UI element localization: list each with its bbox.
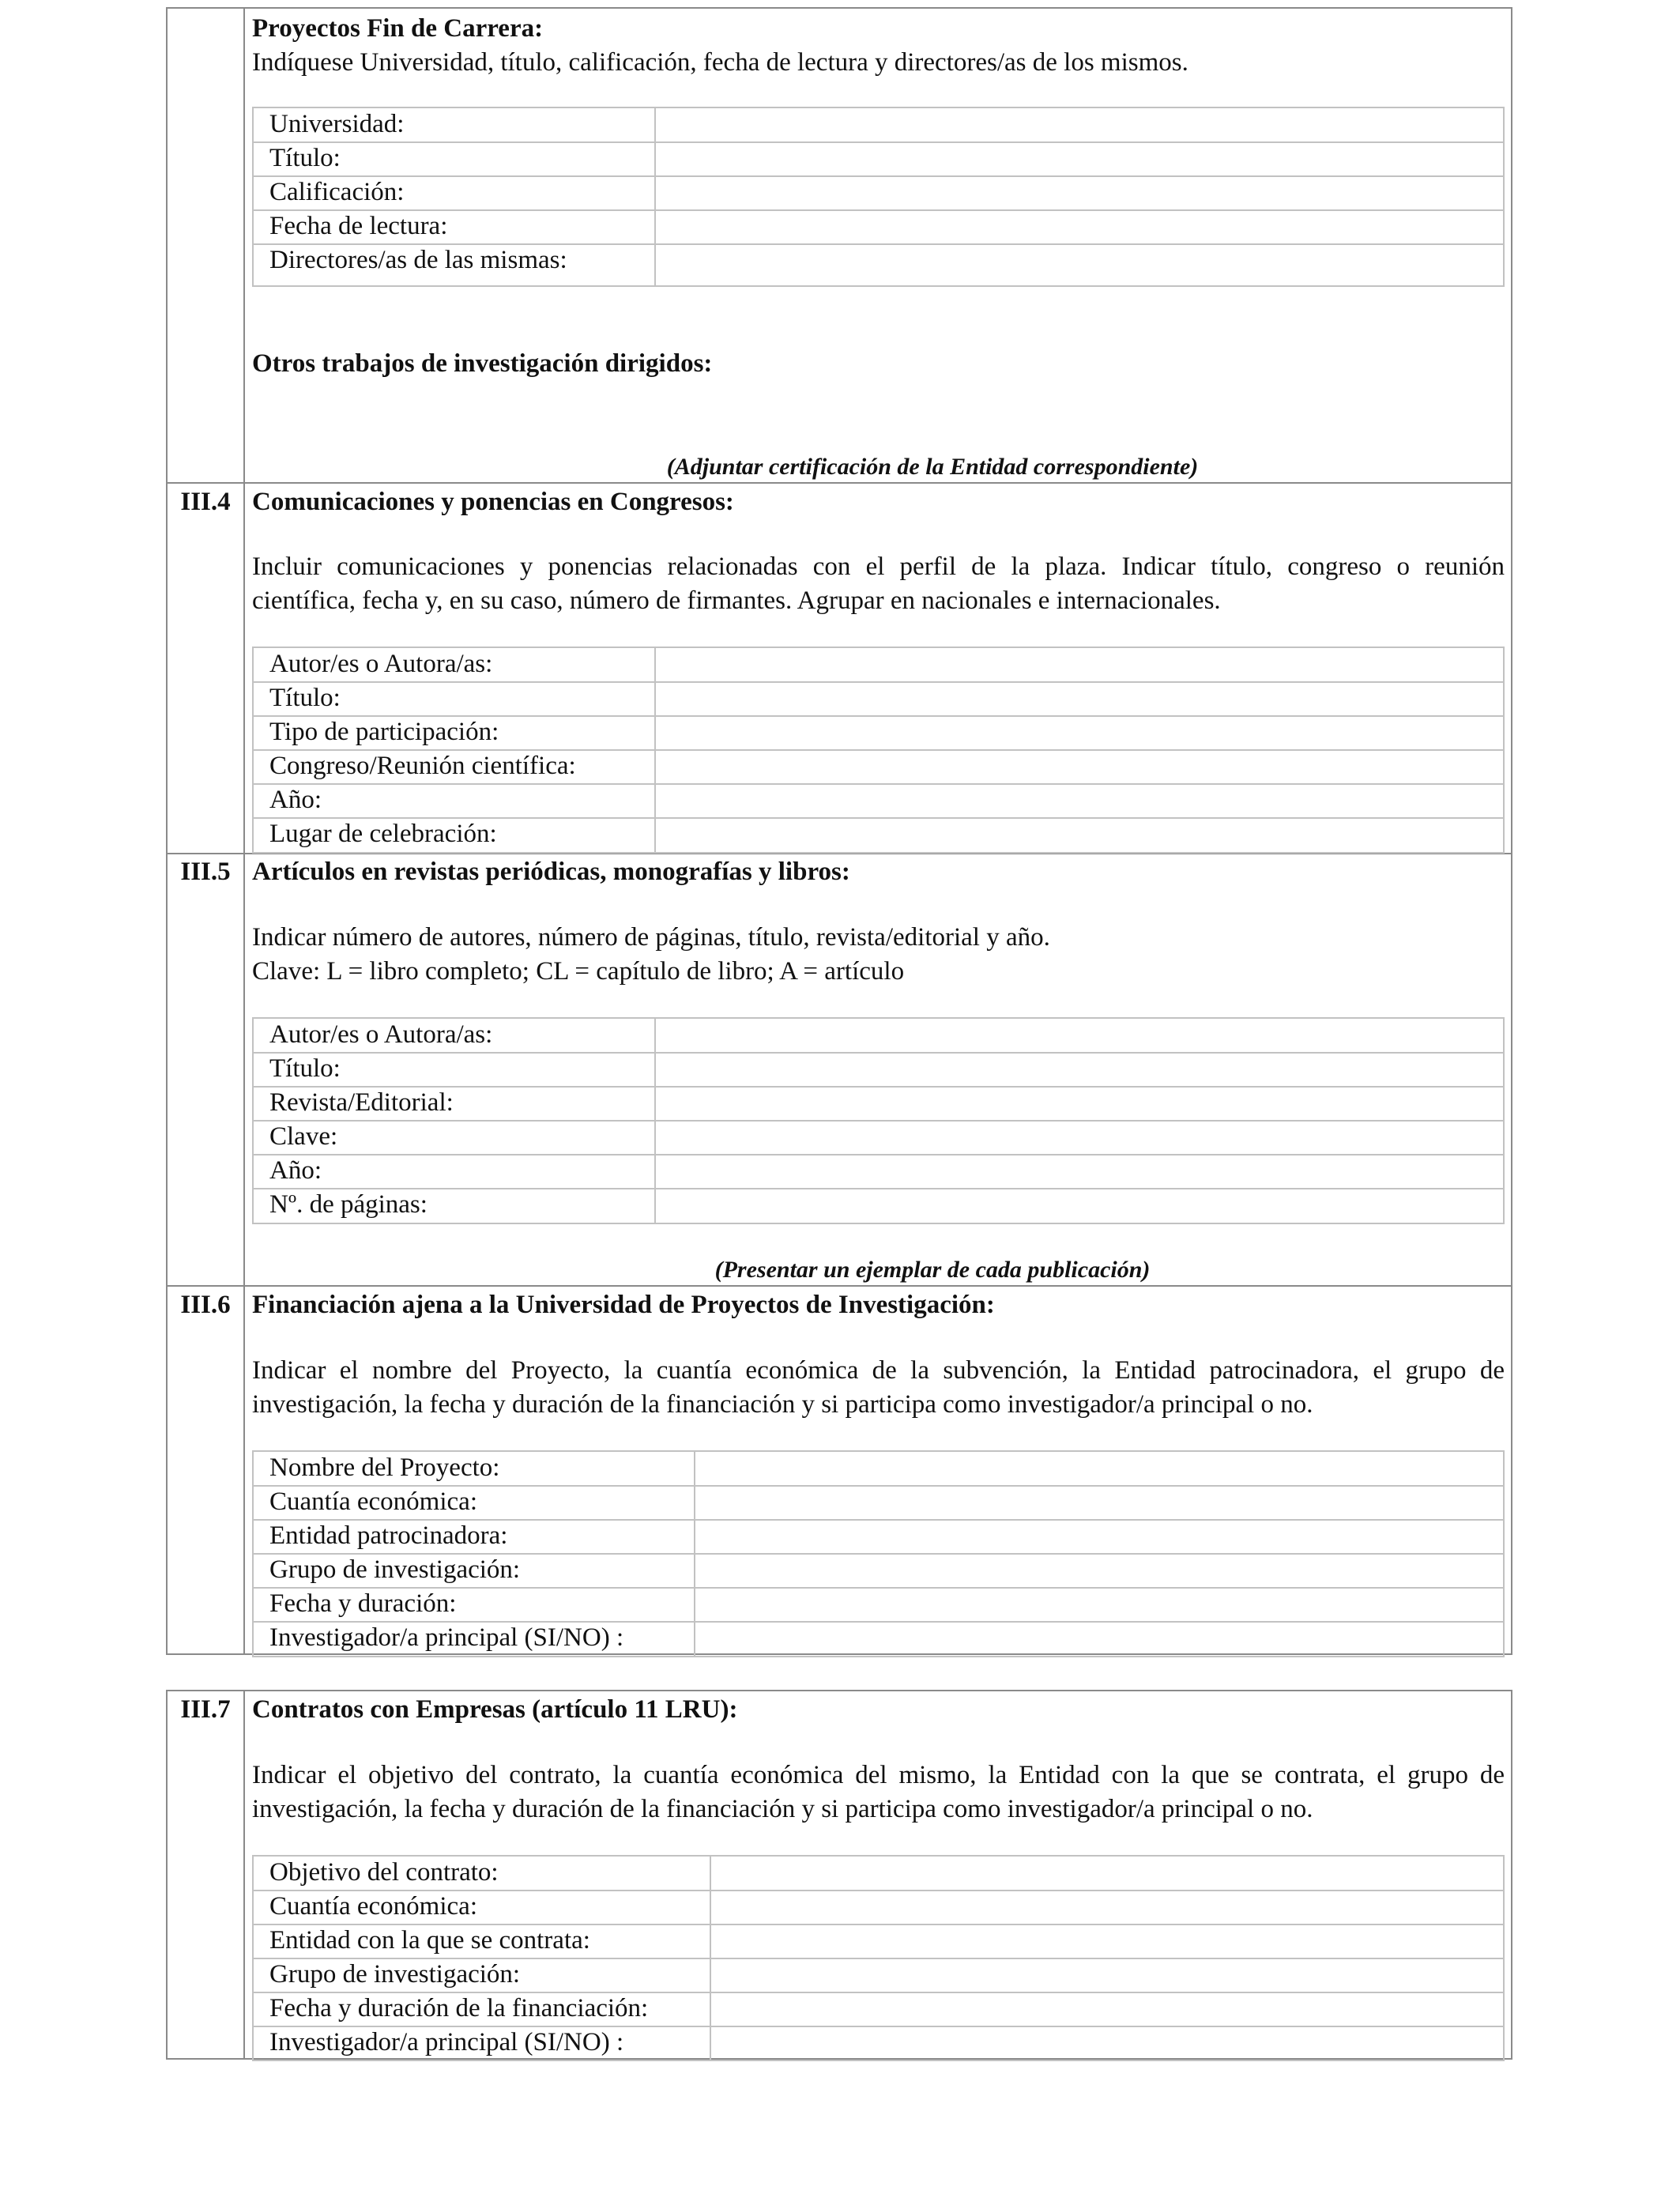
field-label-congreso: Congreso/Reunión científica: bbox=[269, 752, 576, 780]
field-label-nombre-proyecto: Nombre del Proyecto: bbox=[269, 1453, 500, 1482]
field-label-investigador: Investigador/a principal (SI/NO) : bbox=[269, 1623, 624, 1652]
field-label-cuantia: Cuantía económica: bbox=[269, 1892, 477, 1921]
iii7-instruction-line2: investigación, la fecha y duración de la financiación y si participa como investigador/a principal o no. bbox=[252, 1795, 1313, 1823]
field-label-tipo-participacion: Tipo de participación: bbox=[269, 718, 499, 746]
field-label-autores: Autor/es o Autora/as: bbox=[269, 1020, 493, 1049]
pfc-title: Proyectos Fin de Carrera: bbox=[252, 14, 544, 43]
iii5-title: Artículos en revistas periódicas, monografías y libros: bbox=[252, 858, 850, 886]
iii6-instruction-line1: Indicar el nombre del Proyecto, la cuantía económica de la subvención, la Entidad patrocinadora, el grupo de bbox=[252, 1356, 1505, 1385]
other-works-title: Otros trabajos de investigación dirigidos: bbox=[252, 349, 713, 378]
field-label-fecha-lectura: Fecha de lectura: bbox=[269, 212, 448, 240]
field-label-paginas: Nº. de páginas: bbox=[269, 1190, 428, 1219]
table-row-divider bbox=[254, 681, 1503, 683]
section-number-iii5: III.5 bbox=[180, 858, 231, 886]
section-number-iii6: III.6 bbox=[180, 1291, 231, 1319]
field-label-calificacion: Calificación: bbox=[269, 178, 405, 206]
form-frame-iii7 bbox=[166, 1690, 1512, 2060]
table-row-divider bbox=[254, 783, 1503, 785]
table-column-divider bbox=[654, 108, 656, 285]
pfc-note: (Adjuntar certificación de la Entidad correspondiente) bbox=[666, 454, 1199, 480]
iii4-title: Comunicaciones y ponencias en Congresos: bbox=[252, 488, 734, 516]
table-row-divider bbox=[254, 1120, 1503, 1122]
table-row-divider bbox=[254, 1154, 1503, 1155]
iii4-fields-table bbox=[252, 647, 1505, 854]
table-row-divider bbox=[254, 1052, 1503, 1054]
iii6-title: Financiación ajena a la Universidad de Proyectos de Investigación: bbox=[252, 1291, 995, 1319]
form-frame-main bbox=[166, 7, 1512, 1655]
field-label-entidad: Entidad con la que se contrata: bbox=[269, 1926, 590, 1955]
table-row-divider bbox=[254, 141, 1503, 143]
number-column-divider bbox=[243, 1691, 245, 2058]
iii5-instruction-line1: Indicar número de autores, número de páginas, título, revista/editorial y año. bbox=[252, 923, 1050, 952]
field-label-titulo: Título: bbox=[269, 1054, 341, 1083]
field-label-objetivo: Objetivo del contrato: bbox=[269, 1858, 499, 1887]
field-label-grupo: Grupo de investigación: bbox=[269, 1555, 521, 1584]
field-label-ano: Año: bbox=[269, 1156, 322, 1185]
field-label-fecha-duracion: Fecha y duración de la financiación: bbox=[269, 1994, 649, 2022]
section-number-iii4: III.4 bbox=[180, 488, 231, 516]
field-label-fecha-duracion: Fecha y duración: bbox=[269, 1589, 457, 1618]
iii7-title: Contratos con Empresas (artículo 11 LRU): bbox=[252, 1695, 738, 1724]
field-label-ano: Año: bbox=[269, 786, 322, 814]
table-row-divider bbox=[254, 1188, 1503, 1189]
table-row-divider bbox=[254, 175, 1503, 177]
iii6-fields-table bbox=[252, 1450, 1505, 1657]
field-label-directores: Directores/as de las mismas: bbox=[269, 246, 567, 274]
field-label-universidad: Universidad: bbox=[269, 110, 405, 138]
section-number-iii7: III.7 bbox=[180, 1695, 231, 1724]
field-label-grupo: Grupo de investigación: bbox=[269, 1960, 521, 1989]
iii4-instruction-line1: Incluir comunicaciones y ponencias relacionadas con el perfil de la plaza. Indicar título, congreso o reunión bbox=[252, 552, 1505, 581]
number-column-divider bbox=[243, 9, 245, 1653]
field-label-cuantia: Cuantía económica: bbox=[269, 1487, 477, 1516]
field-label-autores: Autor/es o Autora/as: bbox=[269, 650, 493, 678]
iii6-instruction-line2: investigación, la fecha y duración de la financiación y si participa como investigador/a principal o no. bbox=[252, 1390, 1313, 1419]
iii5-fields-table bbox=[252, 1017, 1505, 1224]
iii5-note: (Presentar un ejemplar de cada publicación) bbox=[714, 1257, 1151, 1283]
field-label-revista: Revista/Editorial: bbox=[269, 1088, 454, 1117]
pfc-instruction: Indíquese Universidad, título, calificación, fecha de lectura y directores/as de los mismos. bbox=[252, 48, 1188, 77]
field-label-titulo: Título: bbox=[269, 684, 341, 712]
field-label-titulo: Título: bbox=[269, 144, 341, 172]
field-label-entidad: Entidad patrocinadora: bbox=[269, 1521, 508, 1550]
iii5-instruction-line2: Clave: L = libro completo; CL = capítulo de libro; A = artículo bbox=[252, 957, 905, 986]
iii7-fields-table bbox=[252, 1855, 1505, 2061]
field-label-clave: Clave: bbox=[269, 1122, 338, 1151]
iii7-instruction-line1: Indicar el objetivo del contrato, la cuantía económica del mismo, la Entidad con la que se contrata, el grupo de bbox=[252, 1761, 1505, 1789]
iii4-instruction-line2: científica, fecha y, en su caso, número de firmantes. Agrupar en nacionales e internacionales. bbox=[252, 586, 1221, 615]
field-label-lugar: Lugar de celebración: bbox=[269, 820, 497, 848]
pfc-fields-table bbox=[252, 107, 1505, 287]
field-label-investigador: Investigador/a principal (SI/NO) : bbox=[269, 2028, 624, 2056]
